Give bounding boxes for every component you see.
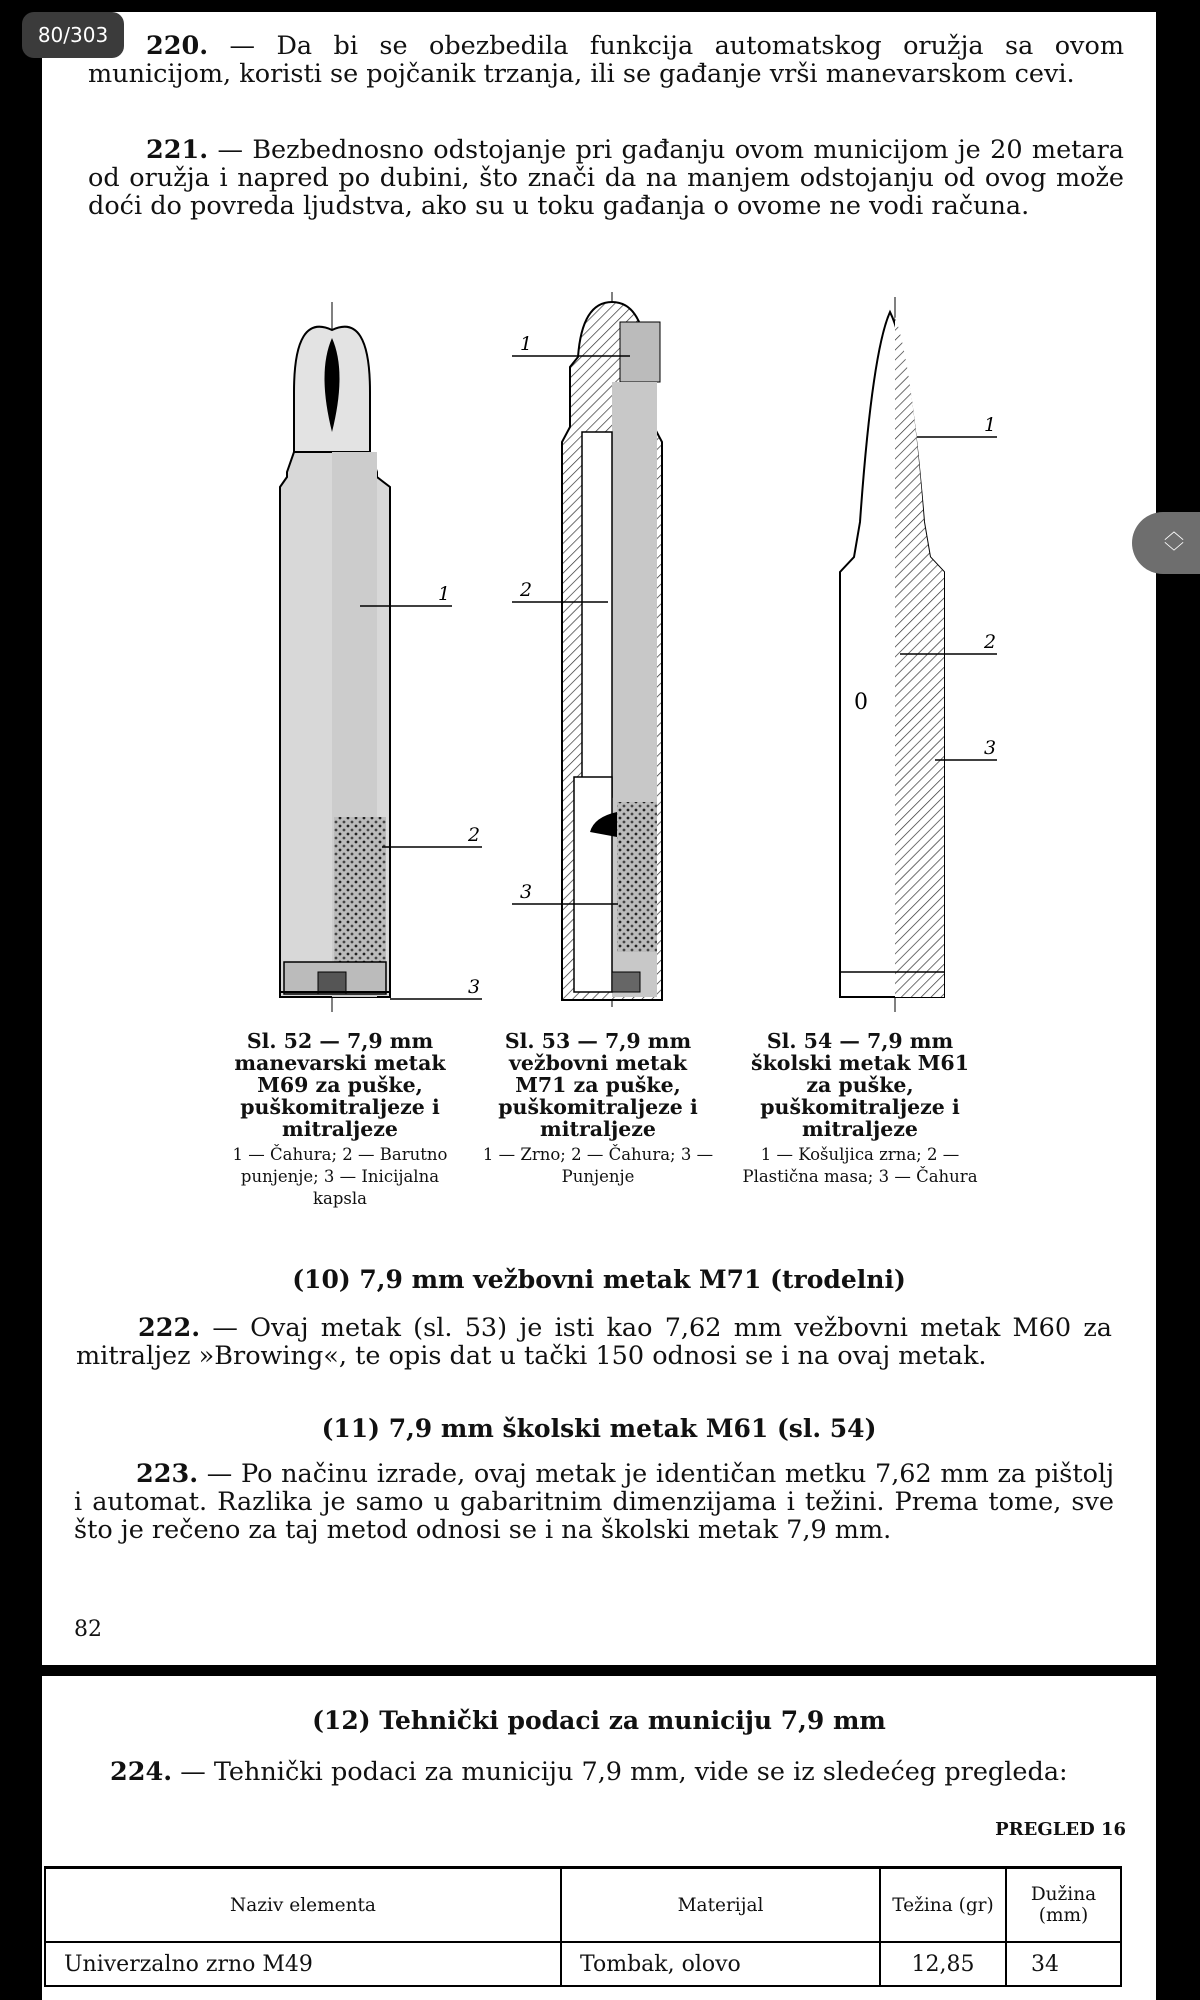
page-number: 82: [74, 1617, 102, 1642]
callout-53-2: 2: [520, 579, 533, 601]
figure-53-caption: Sl. 53 — 7,9 mm vežbovni metak M71 za puške, puškomitraljeze i mitraljeze 1 — Zrno; 2 — Čahura; 3 — Punjenje: [482, 1029, 714, 1186]
callout-54-1: 1: [984, 414, 997, 436]
table-label: PREGLED 16: [995, 1819, 1126, 1840]
paragraph-223: 223. — Po načinu izrade, ovaj metak je identičan metku 7,62 mm za pištolj i automat. Razlika je samo u gabaritnim dimenzijama i težini. Prema tome, sve što je rečeno za taj metod odnosi se i na školski metak 7,9 mm.: [74, 1459, 1114, 1545]
svg-text:0: 0: [854, 690, 868, 715]
section-heading-12: (12) Tehnički podaci za municiju 7,9 mm: [312, 1706, 886, 1735]
section-heading-10: (10) 7,9 mm vežbovni metak M71 (trodelni): [292, 1265, 906, 1294]
paragraph-224: 224. — Tehnički podaci za municiju 7,9 mm, vide se iz sledećeg pregleda:: [110, 1757, 1068, 1787]
chevron-up-icon[interactable]: ︿: [1164, 519, 1184, 543]
table-row: [45, 1942, 1121, 1986]
table-cell: Tombak, olovo: [561, 1942, 880, 1986]
table-cell: 34: [1006, 1942, 1121, 1986]
chevron-down-icon[interactable]: ﹀: [1164, 540, 1184, 564]
column-header: Materijal: [561, 1868, 880, 1943]
column-header: Dužina (mm): [1006, 1868, 1121, 1943]
callout-54-2: 2: [984, 631, 997, 653]
figure-54-caption: Sl. 54 — 7,9 mm školski metak M61 za puške, puškomitraljeze i mitraljeze 1 — Košuljica zrna; 2 — Plastična masa; 3 — Čahura: [742, 1029, 978, 1186]
figure-52-manevarski-metak: [280, 302, 482, 1012]
callout-54-3: 3: [984, 737, 997, 759]
column-header: Naziv elementa: [45, 1868, 561, 1943]
paragraph-220: 220. — Da bi se obezbedila funkcija automatskog oružja sa ovom municijom, koristi se pojčanik trzanja, ili se gađanje vrši manevarskom cevi.: [88, 31, 1124, 89]
cartridge-figures: [42, 272, 1156, 1032]
figure-52-caption: Sl. 52 — 7,9 mm manevarski metak M69 za puške, puškomitraljeze i mitraljeze 1 — Čahura; 2 — Barutno punjenje; 3 — Inicijalna kapsla: [232, 1029, 448, 1208]
document-page-82: [42, 0, 1156, 1665]
table-cell: 12,85: [880, 1942, 1006, 1986]
callout-52-1: 1: [438, 583, 451, 605]
figure-53-vezbovni-metak: [512, 292, 662, 1007]
document-page-83: [42, 1676, 1156, 2000]
paragraph-221: 221. — Bezbednosno odstojanje pri gađanju ovom municijom je 20 metara od oružja i napred po dubini, što znači da na manjem odstojanju od ovog može doći do povreda ljudstva, ako su u toku gađanja o ovome ne vodi računa.: [88, 135, 1124, 221]
technical-data-table: [44, 1866, 1122, 1987]
page-scroll-toggle[interactable]: [1132, 512, 1200, 574]
table-cell: Univerzalno zrno M49: [45, 1942, 561, 1986]
section-heading-11: (11) 7,9 mm školski metak M61 (sl. 54): [321, 1414, 877, 1443]
page-counter: 80/303: [22, 12, 124, 58]
callout-53-3: 3: [520, 881, 533, 903]
figure-54-skolski-metak: [840, 297, 997, 1012]
callout-52-3: 3: [468, 976, 481, 998]
callout-53-1: 1: [520, 333, 533, 355]
callout-52-2: 2: [468, 824, 481, 846]
paragraph-222: 222. — Ovaj metak (sl. 53) je isti kao 7,62 mm vežbovni metak M60 za mitraljez »Browing«, te opis dat u tački 150 odnosi se i na ovaj metak.: [76, 1313, 1112, 1371]
column-header: Težina (gr): [880, 1868, 1006, 1943]
